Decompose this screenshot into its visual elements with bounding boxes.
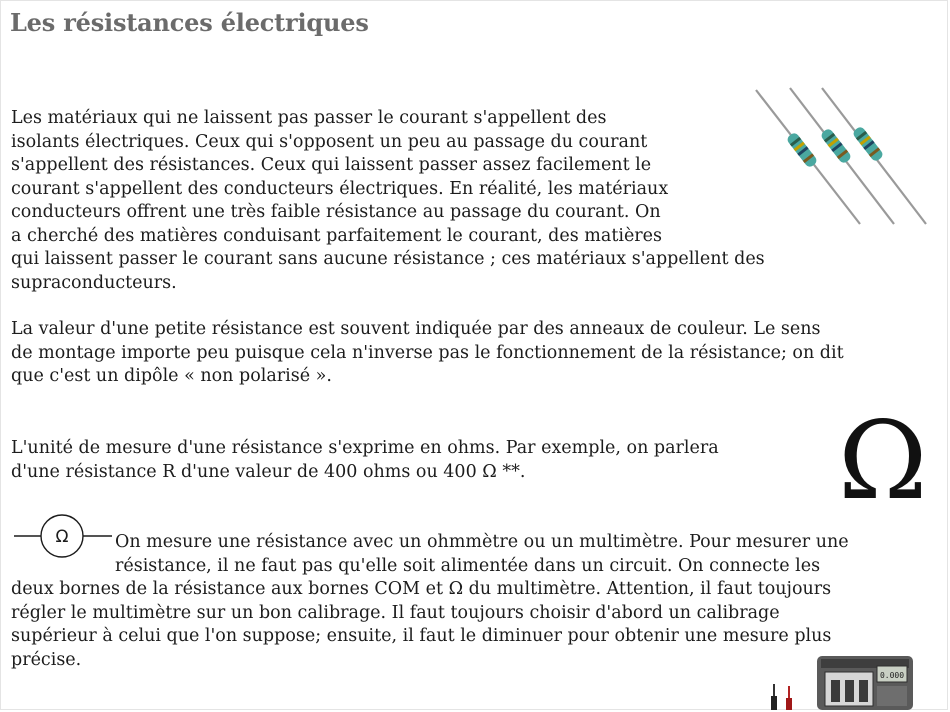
- text-line: courant s'appellent des conducteurs électriques. En réalité, les matériaux: [11, 178, 669, 199]
- paragraph-unit: [11, 437, 719, 484]
- text-line: que c'est un dipôle « non polarisé ».: [11, 366, 332, 386]
- text-line: L'unité de mesure d'une résistance s'exprime en ohms. Par exemple, on parlera: [11, 438, 719, 458]
- paragraph-materials: [11, 107, 765, 295]
- text-line: supraconducteurs.: [11, 272, 177, 293]
- text-line: d'une résistance R d'une valeur de 400 ohms ou 400 Ω **.: [11, 461, 526, 482]
- text-line: Les matériaux qui ne laissent pas passer le courant s'appellent des: [11, 108, 607, 128]
- ohmmeter-symbol-label: Ω: [55, 527, 69, 547]
- text-line: deux bornes de la résistance aux bornes COM et Ω du multimètre. Attention, il faut toujours: [11, 579, 832, 599]
- text-line: précise.: [11, 649, 82, 670]
- text-line: a cherché des matières conduisant parfaitement le courant, des matières: [11, 225, 663, 246]
- multimeter-image: [765, 654, 915, 710]
- multimeter-display: 0.000: [879, 671, 905, 680]
- text-line: La valeur d'une petite résistance est souvent indiquée par des anneaux de couleur. Le sens: [11, 319, 821, 339]
- text-line: qui laissent passer le courant sans aucune résistance ; ces matériaux s'appellent des: [11, 249, 765, 269]
- text-line: supérieur à celui que l'on suppose; ensuite, il faut le diminuer pour obtenir une mesure plus: [11, 626, 832, 646]
- text-line: résistance, il ne faut pas qu'elle soit alimentée dans un circuit. On connecte les: [115, 555, 821, 576]
- omega-symbol-large: Ω: [838, 399, 928, 524]
- paragraph-measure: [11, 531, 849, 672]
- text-line: conducteurs offrent une très faible résistance au passage du courant. On: [11, 202, 661, 222]
- text-line: isolants électriques. Ceux qui s'opposent un peu au passage du courant: [11, 131, 648, 152]
- text-line: s'appellent des résistances. Ceux qui laissent passer assez facilement le: [11, 155, 652, 175]
- text-line: de montage importe peu puisque cela n'inverse pas le fonctionnement de la résistance; on dit: [11, 342, 844, 363]
- text-line: On mesure une résistance avec un ohmmètre ou un multimètre. Pour mesurer une: [115, 532, 849, 552]
- resistors-image: [748, 84, 933, 229]
- text-line: régler le multimètre sur un bon calibrage. Il faut toujours choisir d'abord un calibrage: [11, 602, 780, 623]
- paragraph-color-rings: [11, 318, 844, 389]
- page-title: Les résistances électriques: [10, 8, 369, 37]
